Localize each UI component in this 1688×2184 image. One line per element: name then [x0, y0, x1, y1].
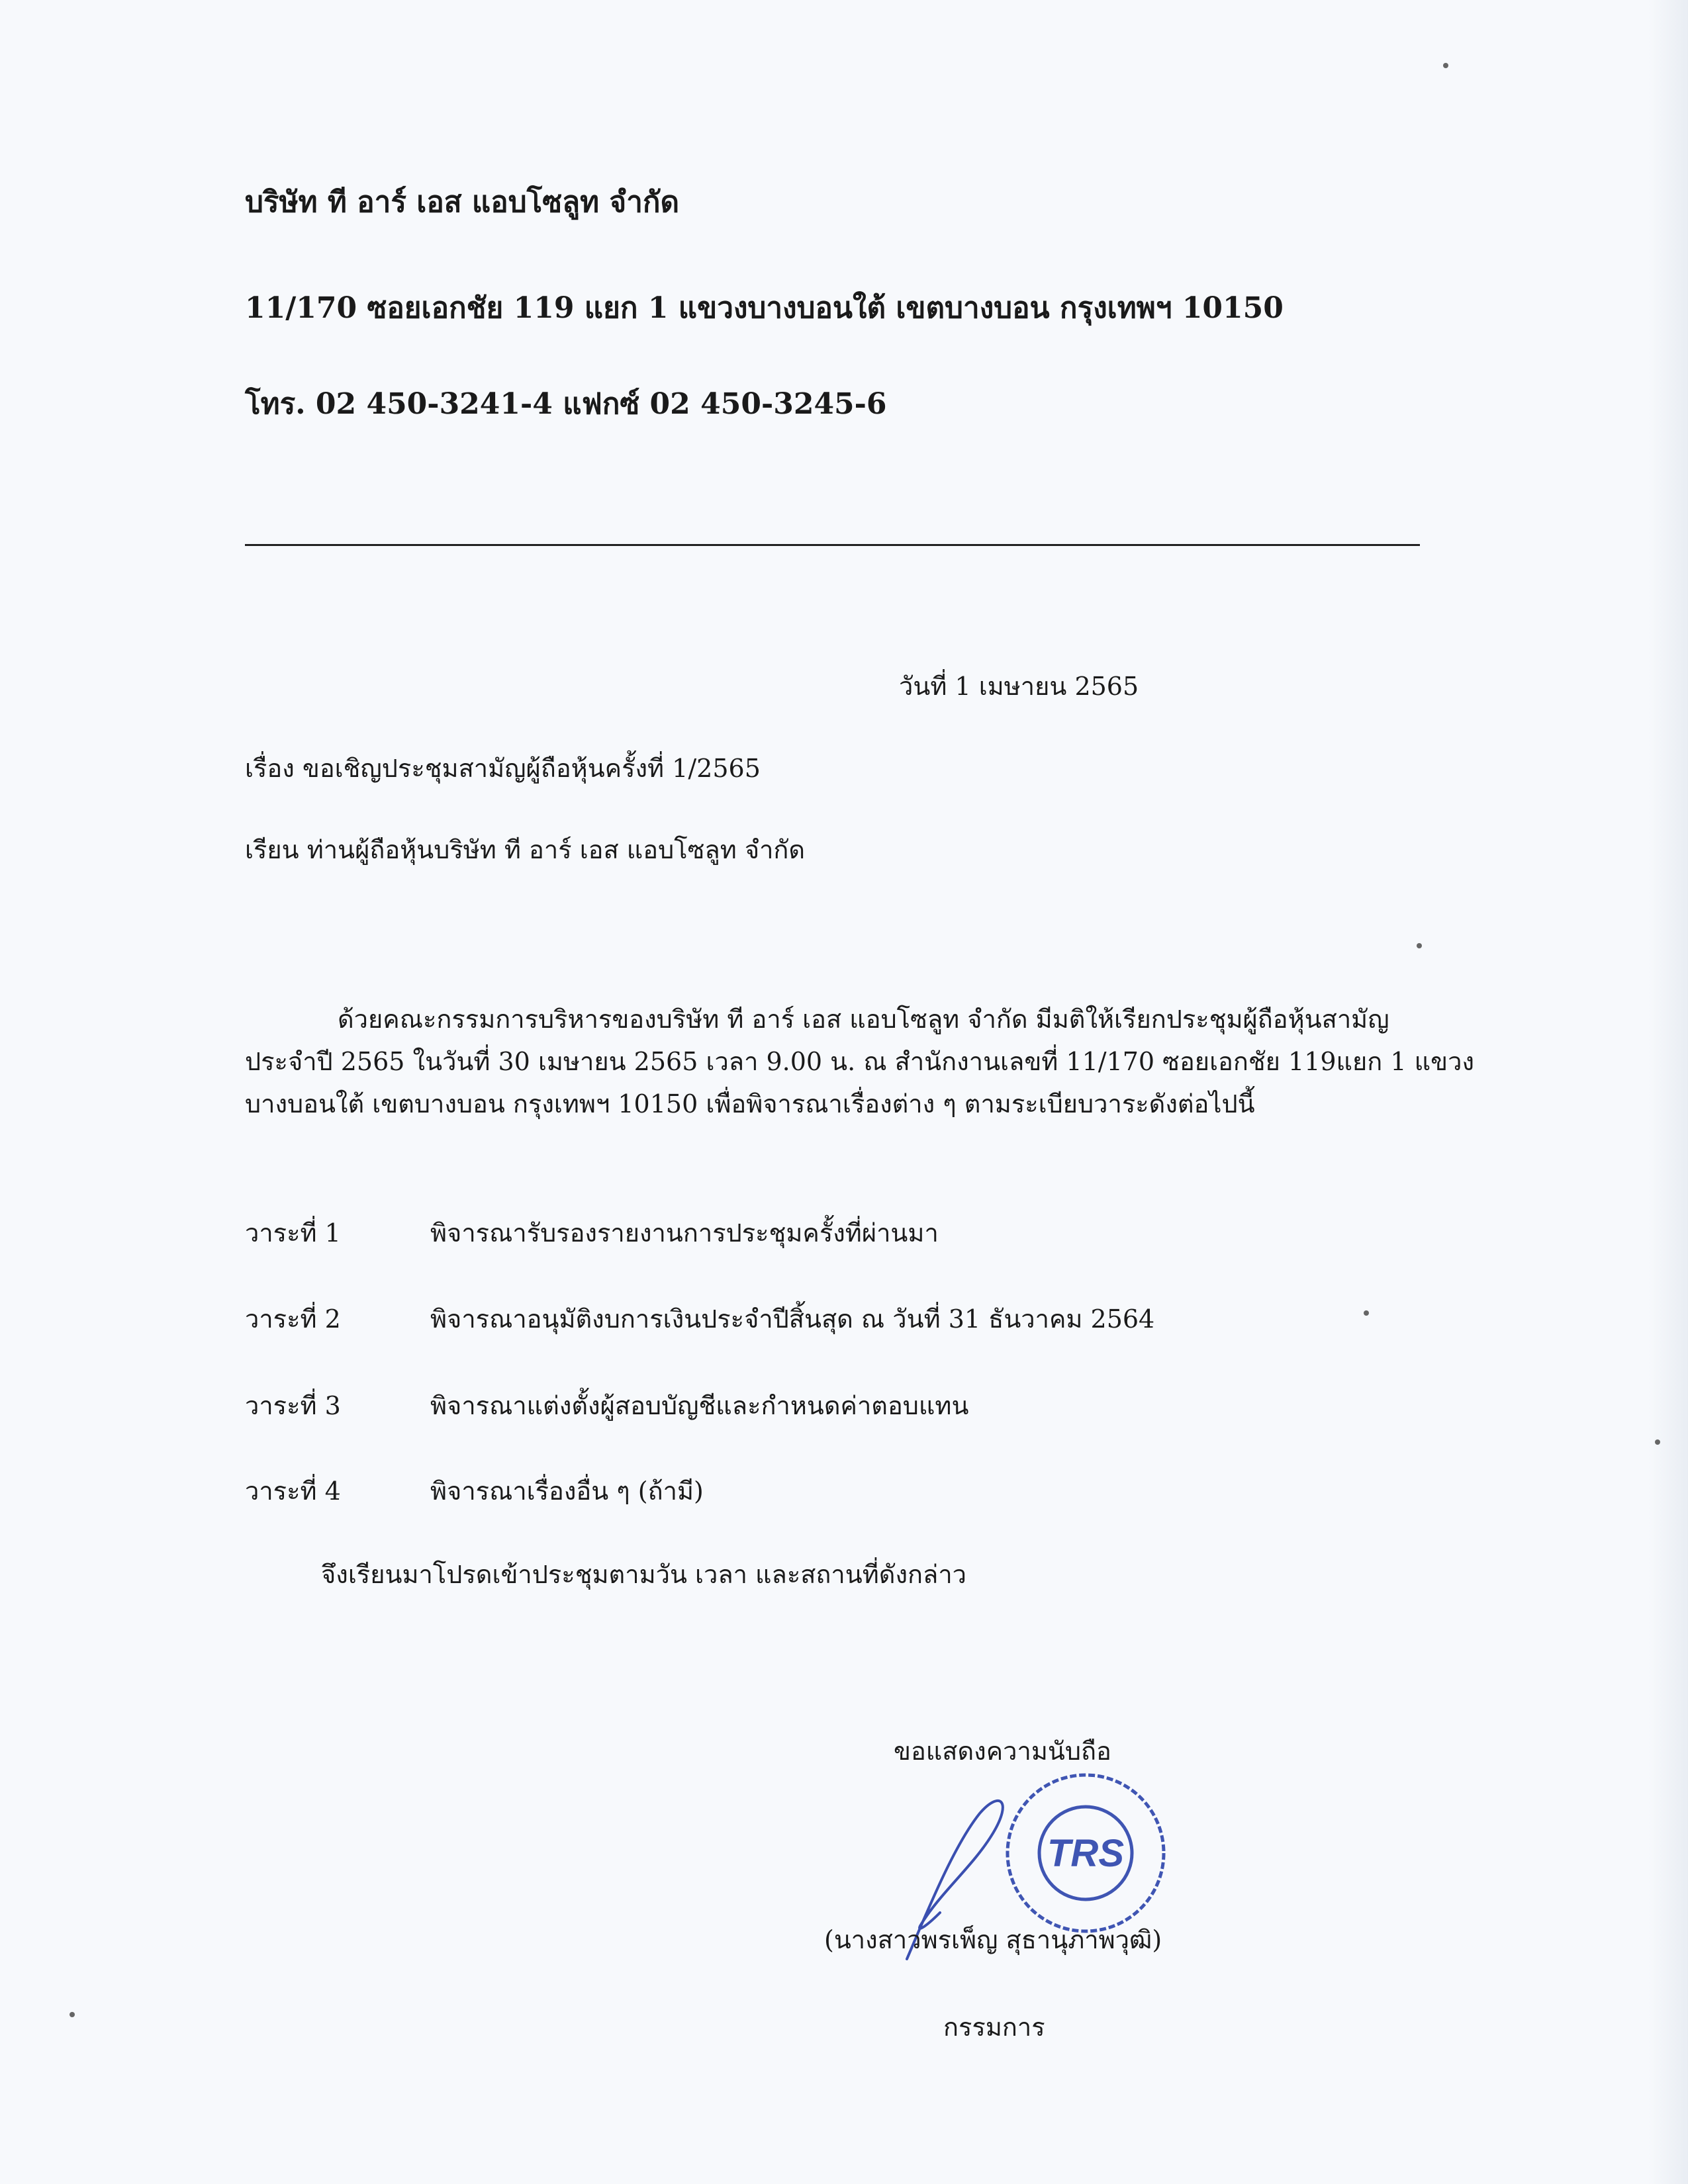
- company-address: 11/170 ซอยเอกชัย 119 แยก 1 แขวงบางบอนใต้ เขตบางบอน กรุงเทพฯ 10150: [245, 291, 1284, 325]
- regards-text: ขอแสดงความนับถือ: [894, 1737, 1111, 1766]
- body-line-1: ด้วยคณะกรรมการบริหารของบริษัท ที อาร์ เอส แอบโซลูท จำกัด มีมติให้เรียกประชุมผู้ถือหุ้นสามัญ: [338, 1005, 1389, 1034]
- agenda-3-text: พิจารณาแต่งตั้งผู้สอบบัญชีและกำหนดค่าตอบแทน: [430, 1391, 969, 1420]
- agenda-1-number: วาระที่ 1: [245, 1218, 341, 1248]
- scan-speck: [1364, 1310, 1369, 1316]
- stamp-logo-text: TRS: [1047, 1832, 1124, 1875]
- header-divider: [245, 544, 1420, 546]
- body-line-2: ประจำปี 2565 ในวันที่ 30 เมษายน 2565 เวลา 9.00 น. ณ สำนักงานเลขที่ 11/170 ซอยเอกชัย 119แยก 1 แขวง: [245, 1047, 1475, 1076]
- signatory-position: กรรมการ: [943, 2013, 1045, 2042]
- agenda-2-text: พิจารณาอนุมัติงบการเงินประจำปีสิ้นสุด ณ วันที่ 31 ธันวาคม 2564: [430, 1304, 1155, 1334]
- letter-date: วันที่ 1 เมษายน 2565: [899, 672, 1139, 701]
- scan-speck: [1417, 943, 1422, 948]
- scan-speck: [1443, 63, 1448, 68]
- agenda-3-number: วาระที่ 3: [245, 1391, 341, 1420]
- company-stamp: [986, 1764, 1185, 1942]
- agenda-1-text: พิจารณารับรองรายงานการประชุมครั้งที่ผ่านมา: [430, 1218, 939, 1248]
- letter-recipient: เรียน ท่านผู้ถือหุ้นบริษัท ที อาร์ เอส แอบโซลูท จำกัด: [245, 835, 806, 864]
- signatory-name: (นางสาวพรเพ็ญ สุธานุภาพวุฒิ): [824, 1925, 1162, 1954]
- agenda-2-number: วาระที่ 2: [245, 1304, 341, 1334]
- agenda-4-text: พิจารณาเรื่องอื่น ๆ (ถ้ามี): [430, 1477, 704, 1506]
- letter-subject: เรื่อง ขอเชิญประชุมสามัญผู้ถือหุ้นครั้งที่ 1/2565: [245, 754, 761, 783]
- page-edge-shadow: [1648, 0, 1688, 2184]
- body-line-3: บางบอนใต้ เขตบางบอน กรุงเทพฯ 10150 เพื่อพิจารณาเรื่องต่าง ๆ ตามระเบียบวาระดังต่อไปนี้: [245, 1089, 1255, 1118]
- company-contact: โทร. 02 450-3241-4 แฟกซ์ 02 450-3245-6: [245, 387, 887, 421]
- closing-sentence: จึงเรียนมาโปรดเข้าประชุมตามวัน เวลา และสถานที่ดังกล่าว: [321, 1560, 966, 1589]
- company-name: บริษัท ที อาร์ เอส แอบโซลูท จำกัด: [245, 185, 680, 219]
- letter-body: [245, 998, 1475, 1125]
- scan-speck: [1655, 1439, 1660, 1445]
- agenda-4-number: วาระที่ 4: [245, 1477, 341, 1506]
- scan-speck: [70, 2012, 75, 2017]
